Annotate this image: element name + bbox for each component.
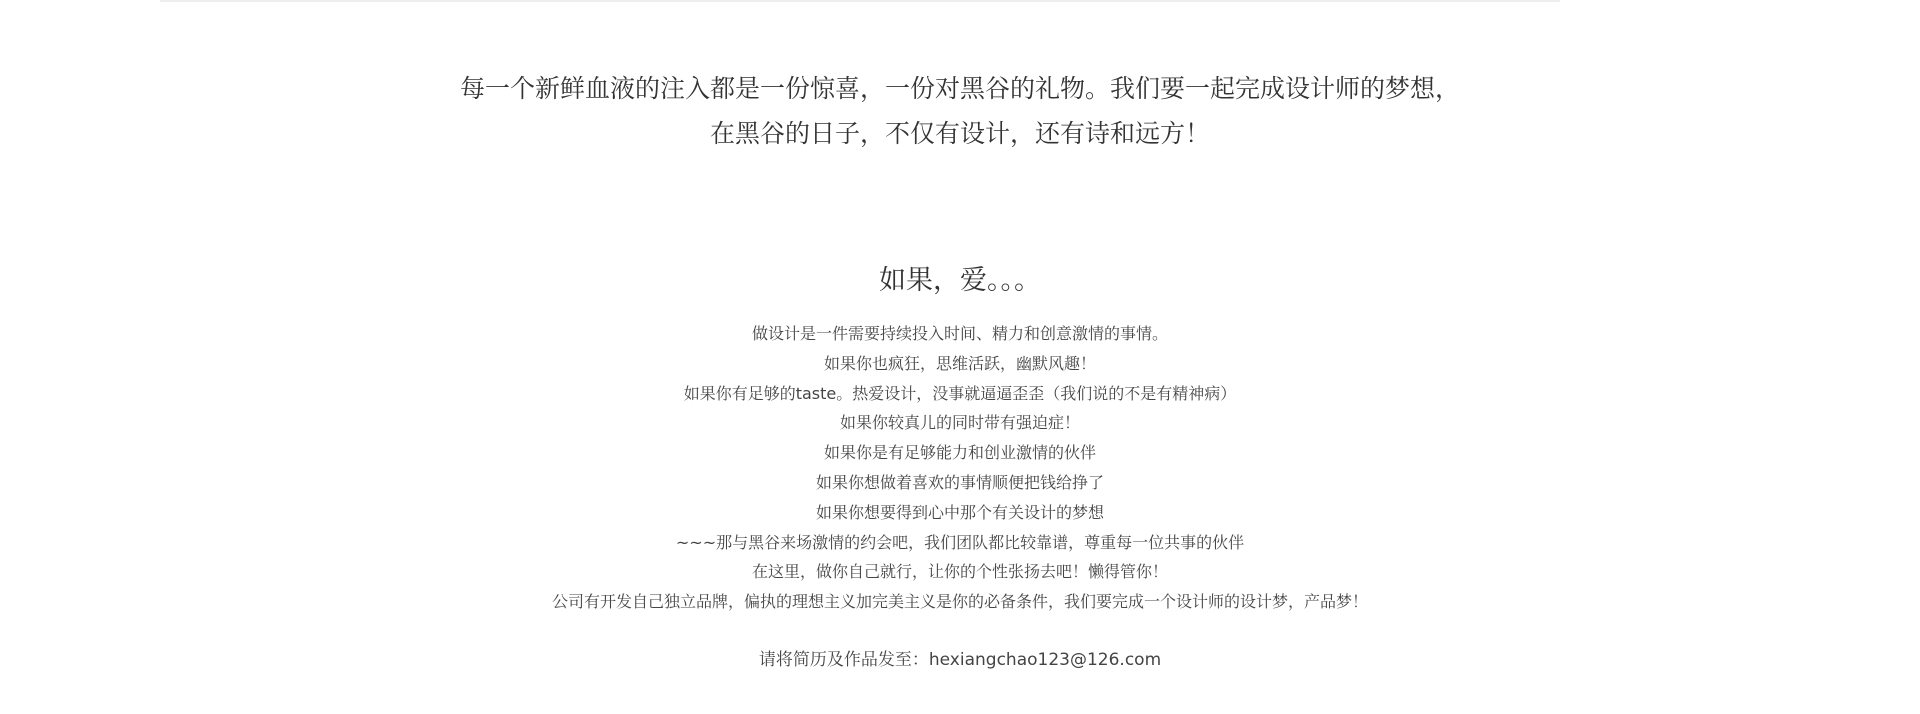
body-line: ~~~那与黑谷来场激情的约会吧，我们团队都比较靠谱，尊重每一位共事的伙伴 [675, 532, 1245, 552]
body-line: 如果你有足够的taste。热爱设计，没事就逼逼歪歪（我们说的不是有精神病） [683, 383, 1237, 403]
body-line: 如果你想做着喜欢的事情顺便把钱给挣了 [815, 472, 1104, 492]
body-line: 做设计是一件需要持续投入时间、精力和创意激情的事情。 [751, 324, 1168, 343]
intro-line-1: 每一个新鲜血液的注入都是一份惊喜，一份对黑谷的礼物。我们要一起完成设计师的梦想， [459, 74, 1460, 103]
body-line: 公司有开发自己独立品牌，偏执的理想主义加完美主义是你的必备条件，我们要完成一个设计师的设计梦，产品梦！ [551, 592, 1368, 612]
contact-label: 请将简历及作品发至： [758, 650, 929, 670]
section-body [0, 319, 1920, 617]
body-line: 在这里，做你自己就行，让你的个性张扬去吧！懒得管你！ [751, 562, 1168, 582]
contact-line [0, 645, 1920, 675]
body-line: 如果你也疯狂，思维活跃，幽默风趣！ [823, 353, 1096, 373]
body-line: 如果你较真儿的同时带有强迫症！ [839, 413, 1080, 433]
contact-email[interactable]: hexiangchao123@126.com [928, 650, 1162, 670]
intro-block [0, 66, 1920, 156]
intro-line-2: 在黑谷的日子，不仅有设计，还有诗和远方！ [709, 119, 1210, 148]
top-divider [160, 0, 1560, 2]
body-line: 如果你是有足够能力和创业激情的伙伴 [823, 443, 1096, 463]
body-line: 如果你想要得到心中那个有关设计的梦想 [815, 502, 1104, 522]
section-heading: 如果，爱。。。 [879, 265, 1041, 296]
